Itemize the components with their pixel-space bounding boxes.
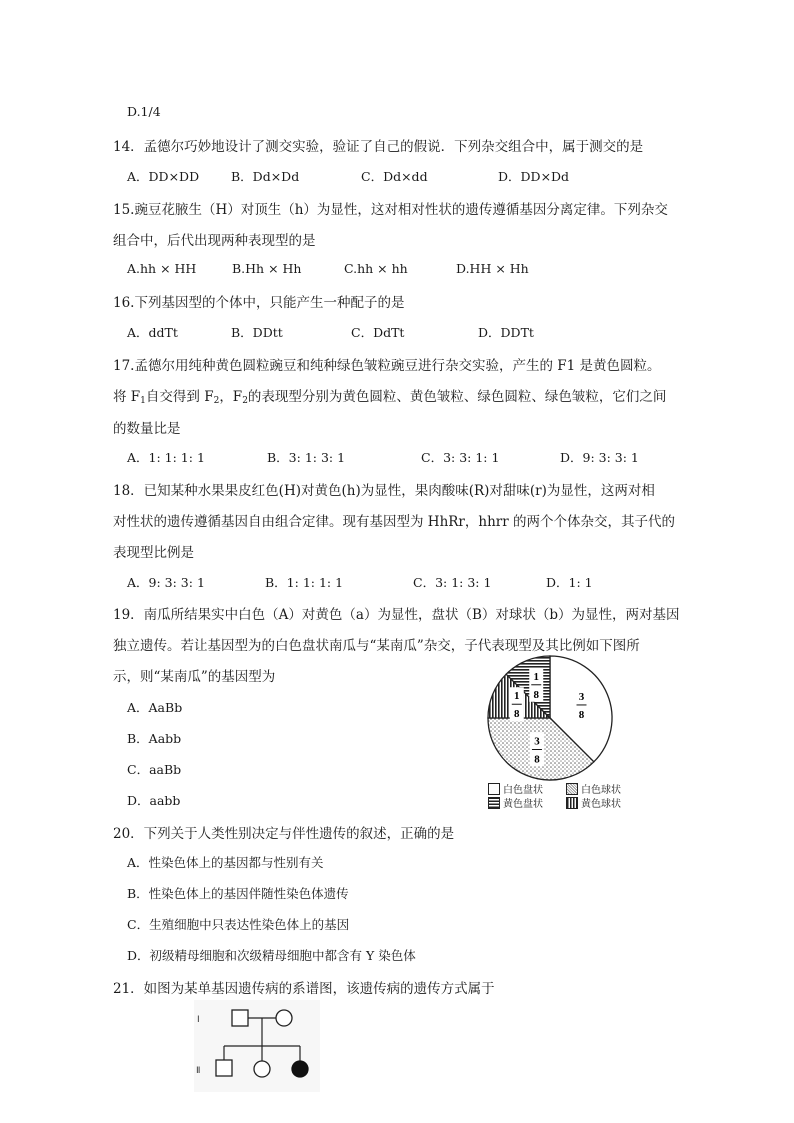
q16-option-b: B．DDtt (231, 325, 283, 340)
q20-option-c: C．生殖细胞中只表达性染色体上的基因 (127, 917, 350, 932)
q20-option-a: A．性染色体上的基因都与性别有关 (127, 855, 324, 870)
pie-label-numerator: 3 (534, 735, 540, 748)
q14-option-c: C．Dd×dd (361, 169, 428, 184)
q16-option-d: D．DDTt (478, 325, 534, 340)
q16-option-c: C．DdTt (351, 325, 405, 340)
q17-option-c: C．3: 3: 1: 1 (421, 450, 500, 465)
q17-option-a: A．1: 1: 1: 1 (127, 450, 205, 465)
q15-option-a: A.hh × HH (127, 261, 197, 276)
pie-slice-label (575, 688, 589, 722)
q19-option-a: A．AaBb (127, 700, 183, 715)
pie-label-numerator: 3 (578, 690, 585, 703)
q20-stem: 20．下列关于人类性别决定与伴性遗传的叙述，正确的是 (113, 826, 455, 842)
q19-stem-line3: 示，则“某南瓜”的基因型为 (113, 669, 276, 685)
pedigree-chart (194, 1000, 320, 1092)
legend-item-white-disc: 白色盘状 (488, 781, 543, 796)
q18-option-c: C．3: 1: 3: 1 (413, 575, 492, 590)
q17-stem-line1: 17.孟德尔用纯种黄色圆粒豌豆和纯种绿色皱粒豌豆进行杂交实验，产生的 F1 是黄色圆粒。 (113, 358, 661, 374)
q16-stem: 16.下列基因型的个体中，只能产生一种配子的是 (113, 295, 405, 311)
generation-label-1: Ⅰ (197, 1014, 200, 1024)
q14-stem: 14．孟德尔巧妙地设计了测交实验，验证了自己的假说．下列杂交组合中，属于测交的是 (113, 139, 644, 155)
legend-item-yellow-disc: 黄色盘状 (488, 795, 543, 810)
q17-stem-line3: 的数量比是 (113, 421, 181, 437)
q18-stem-line1: 18．已知某种水果果皮红色(H)对黄色(h)为显性，果肉酸味(R)对甜味(r)为显性，这两对相 (113, 483, 655, 499)
q15-option-c: C.hh × hh (344, 261, 408, 276)
pie-label-denominator: 8 (514, 708, 520, 721)
pie-label-denominator: 8 (534, 753, 540, 766)
q15-option-b: B.Hh × Hh (232, 261, 302, 276)
swatch-vertical-icon (566, 797, 578, 809)
q15-option-d: D.HH × Hh (456, 261, 529, 276)
q18-option-b: B．1: 1: 1: 1 (265, 575, 344, 590)
legend-item-white-sphere: 白色球状 (566, 781, 621, 796)
swatch-white-icon (488, 783, 500, 795)
q13-option-d: D.1/4 (127, 104, 161, 119)
pie-chart-figure (486, 654, 628, 782)
q14-option-b: B．Dd×Dd (231, 169, 300, 184)
q18-option-d: D．1: 1 (546, 575, 593, 590)
q18-stem-line2: 对性状的遗传遵循基因自由组合定律。现有基因型为 HhRr，hhrr 的两个个体杂交，其子代的 (113, 514, 675, 530)
q18-stem-line3: 表现型比例是 (113, 545, 194, 561)
male-unaffected-icon (232, 1010, 248, 1026)
swatch-dots-icon (566, 783, 578, 795)
q19-stem-line1: 19．南瓜所结果实中白色（A）对黄色（a）为显性，盘状（B）对球状（b）为显性，两对基因 (113, 607, 680, 623)
q16-option-a: A．ddTt (127, 325, 178, 340)
q15-stem-line1: 15.豌豆花腋生（H）对顶生（h）为显性，这对相对性状的遗传遵循基因分离定律。下列杂交 (113, 202, 668, 218)
q19-option-d: D．aabb (127, 793, 181, 808)
pie-label-denominator: 8 (578, 708, 585, 721)
generation-label-2: Ⅱ (196, 1065, 201, 1075)
q17-option-b: B．3: 1: 3: 1 (267, 450, 346, 465)
male-unaffected-icon (216, 1060, 232, 1076)
q17-stem-line2: 将 $F_1$自交得到 $F_2$，$F_2$的表现型分别为黄色圆粒、黄色皱粒、绿色圆粒、绿色皱粒，它们之间 (113, 389, 667, 406)
pie-label-numerator: 1 (533, 670, 539, 683)
pie-slice-label (530, 733, 544, 767)
q19-option-c: C．aaBb (127, 762, 182, 777)
q20-option-d: D．初级精母细胞和次级精母细胞中都含有 Y 染色体 (127, 948, 416, 963)
q19-stem-line2: 独立遗传。若让基因型为的白色盘状南瓜与“某南瓜”杂交，子代表现型及其比例如下图所 (113, 638, 640, 654)
q14-option-d: D．DD×Dd (498, 169, 570, 184)
q18-option-a: A．9: 3: 3: 1 (127, 575, 205, 590)
female-affected-icon (292, 1061, 308, 1077)
swatch-horizontal-icon (488, 797, 500, 809)
q15-stem-line2: 组合中，后代出现两种表现型的是 (113, 233, 316, 249)
q19-option-b: B．Aabb (127, 731, 182, 746)
q21-stem: 21．如图为某单基因遗传病的系谱图，该遗传病的遗传方式属于 (113, 981, 495, 997)
female-unaffected-icon (276, 1010, 292, 1026)
q14-option-a: A．DD×DD (127, 169, 200, 184)
pie-label-denominator: 8 (533, 688, 539, 701)
female-unaffected-icon (254, 1061, 270, 1077)
q20-option-b: B．性染色体上的基因伴随性染色体遗传 (127, 886, 349, 901)
q17-option-d: D．9: 3: 3: 1 (560, 450, 639, 465)
pie-label-numerator: 1 (514, 690, 520, 703)
pie-slice-label (529, 668, 543, 702)
pie-slice-label (510, 687, 524, 721)
legend-item-yellow-sphere: 黄色球状 (566, 795, 621, 810)
